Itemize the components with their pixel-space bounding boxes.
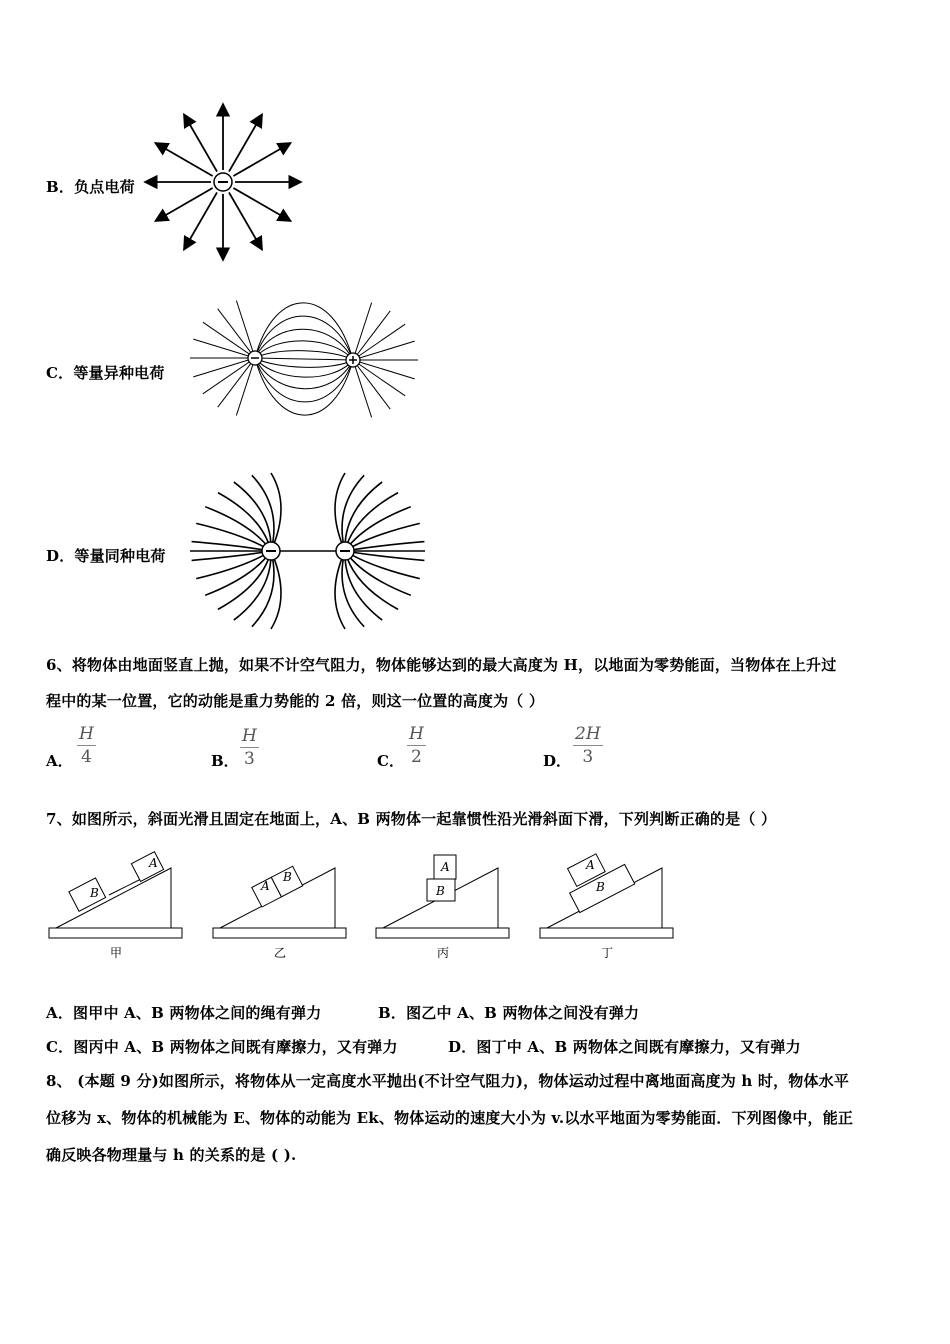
q7-incline-diagrams <box>46 845 686 970</box>
q6-option-d-label: D． <box>543 752 572 770</box>
q8-stem-line2: 位移为 x、物体的机械能为 E、物体的动能为 Ek、物体运动的速度大小为 v.以水平地面为零势能面．下列图像中，能正 <box>46 1109 854 1127</box>
block-a-label: A <box>261 879 270 893</box>
block-b-label: B <box>90 886 99 900</box>
fraction-numerator: H <box>409 724 424 744</box>
caption-ding: 丁 <box>601 946 614 960</box>
q6-option-a-fraction <box>77 724 96 768</box>
q7-option-a: A．图甲中 A、B 两物体之间的绳有弹力 <box>46 1004 322 1022</box>
fraction-numerator: 2H <box>575 724 601 744</box>
q6-option-c-label: C． <box>377 752 404 770</box>
option-d-like-charges: D．等量同种电荷 <box>46 547 166 565</box>
q6-option-d-fraction <box>573 724 603 768</box>
block-b-label: B <box>596 880 605 894</box>
block-b-label: B <box>283 870 292 884</box>
q7-stem: 7、如图所示，斜面光滑且固定在地面上，A、B 两物体一起靠惯性沿光滑斜面下滑，下列判断正确的是（ ） <box>46 810 777 828</box>
q6-option-b-label: B． <box>211 752 239 770</box>
q7-option-c: C．图丙中 A、B 两物体之间既有摩擦力，又有弹力 <box>46 1038 398 1056</box>
fraction-denominator: 2 <box>411 747 422 767</box>
caption-yi: 乙 <box>274 946 287 960</box>
q6-option-c-fraction <box>407 724 426 768</box>
q8-stem-line3: 确反映各物理量与 h 的关系的是 ( ). <box>46 1146 297 1164</box>
block-a-label: A <box>149 856 158 870</box>
diagram-ding <box>540 854 673 938</box>
diagram-jia <box>49 852 182 938</box>
diagram-yi <box>213 866 346 938</box>
caption-jia: 甲 <box>110 946 123 960</box>
q8-stem-line1: 8、 (本题 9 分)如图所示，将物体从一定高度水平抛出(不计空气阻力)，物体运动过程中离地面高度为 h 时，物体水平 <box>46 1072 850 1090</box>
fraction-numerator: H <box>242 726 257 746</box>
q6-stem-line2: 程中的某一位置，它的动能是重力势能的 2 倍，则这一位置的高度为（ ） <box>46 692 545 710</box>
block-a-label: A <box>441 860 450 874</box>
fraction-denominator: 4 <box>81 747 92 767</box>
block-a-label: A <box>586 858 595 872</box>
fraction-denominator: 3 <box>244 749 255 769</box>
opposite-charges-field-diagram <box>185 290 425 430</box>
option-b-negative-charge: B．负点电荷 <box>46 178 135 196</box>
like-charges-field-diagram <box>185 470 430 630</box>
negative-point-charge-diagram <box>140 100 310 265</box>
block-b-label: B <box>436 884 445 898</box>
fraction-numerator: H <box>79 724 94 744</box>
caption-bing: 丙 <box>437 946 450 960</box>
q7-option-d: D．图丁中 A、B 两物体之间既有摩擦力，又有弹力 <box>448 1038 801 1056</box>
q6-option-b-fraction <box>240 726 259 770</box>
q6-option-a-label: A． <box>46 752 73 770</box>
q6-stem-line1: 6、将物体由地面竖直上抛，如果不计空气阻力，物体能够达到的最大高度为 H，以地面为零势能面，当物体在上升过 <box>46 656 837 674</box>
q7-option-b: B．图乙中 A、B 两物体之间没有弹力 <box>378 1004 640 1022</box>
option-c-opposite-charges: C．等量异种电荷 <box>46 364 165 382</box>
fraction-denominator: 3 <box>582 747 594 767</box>
